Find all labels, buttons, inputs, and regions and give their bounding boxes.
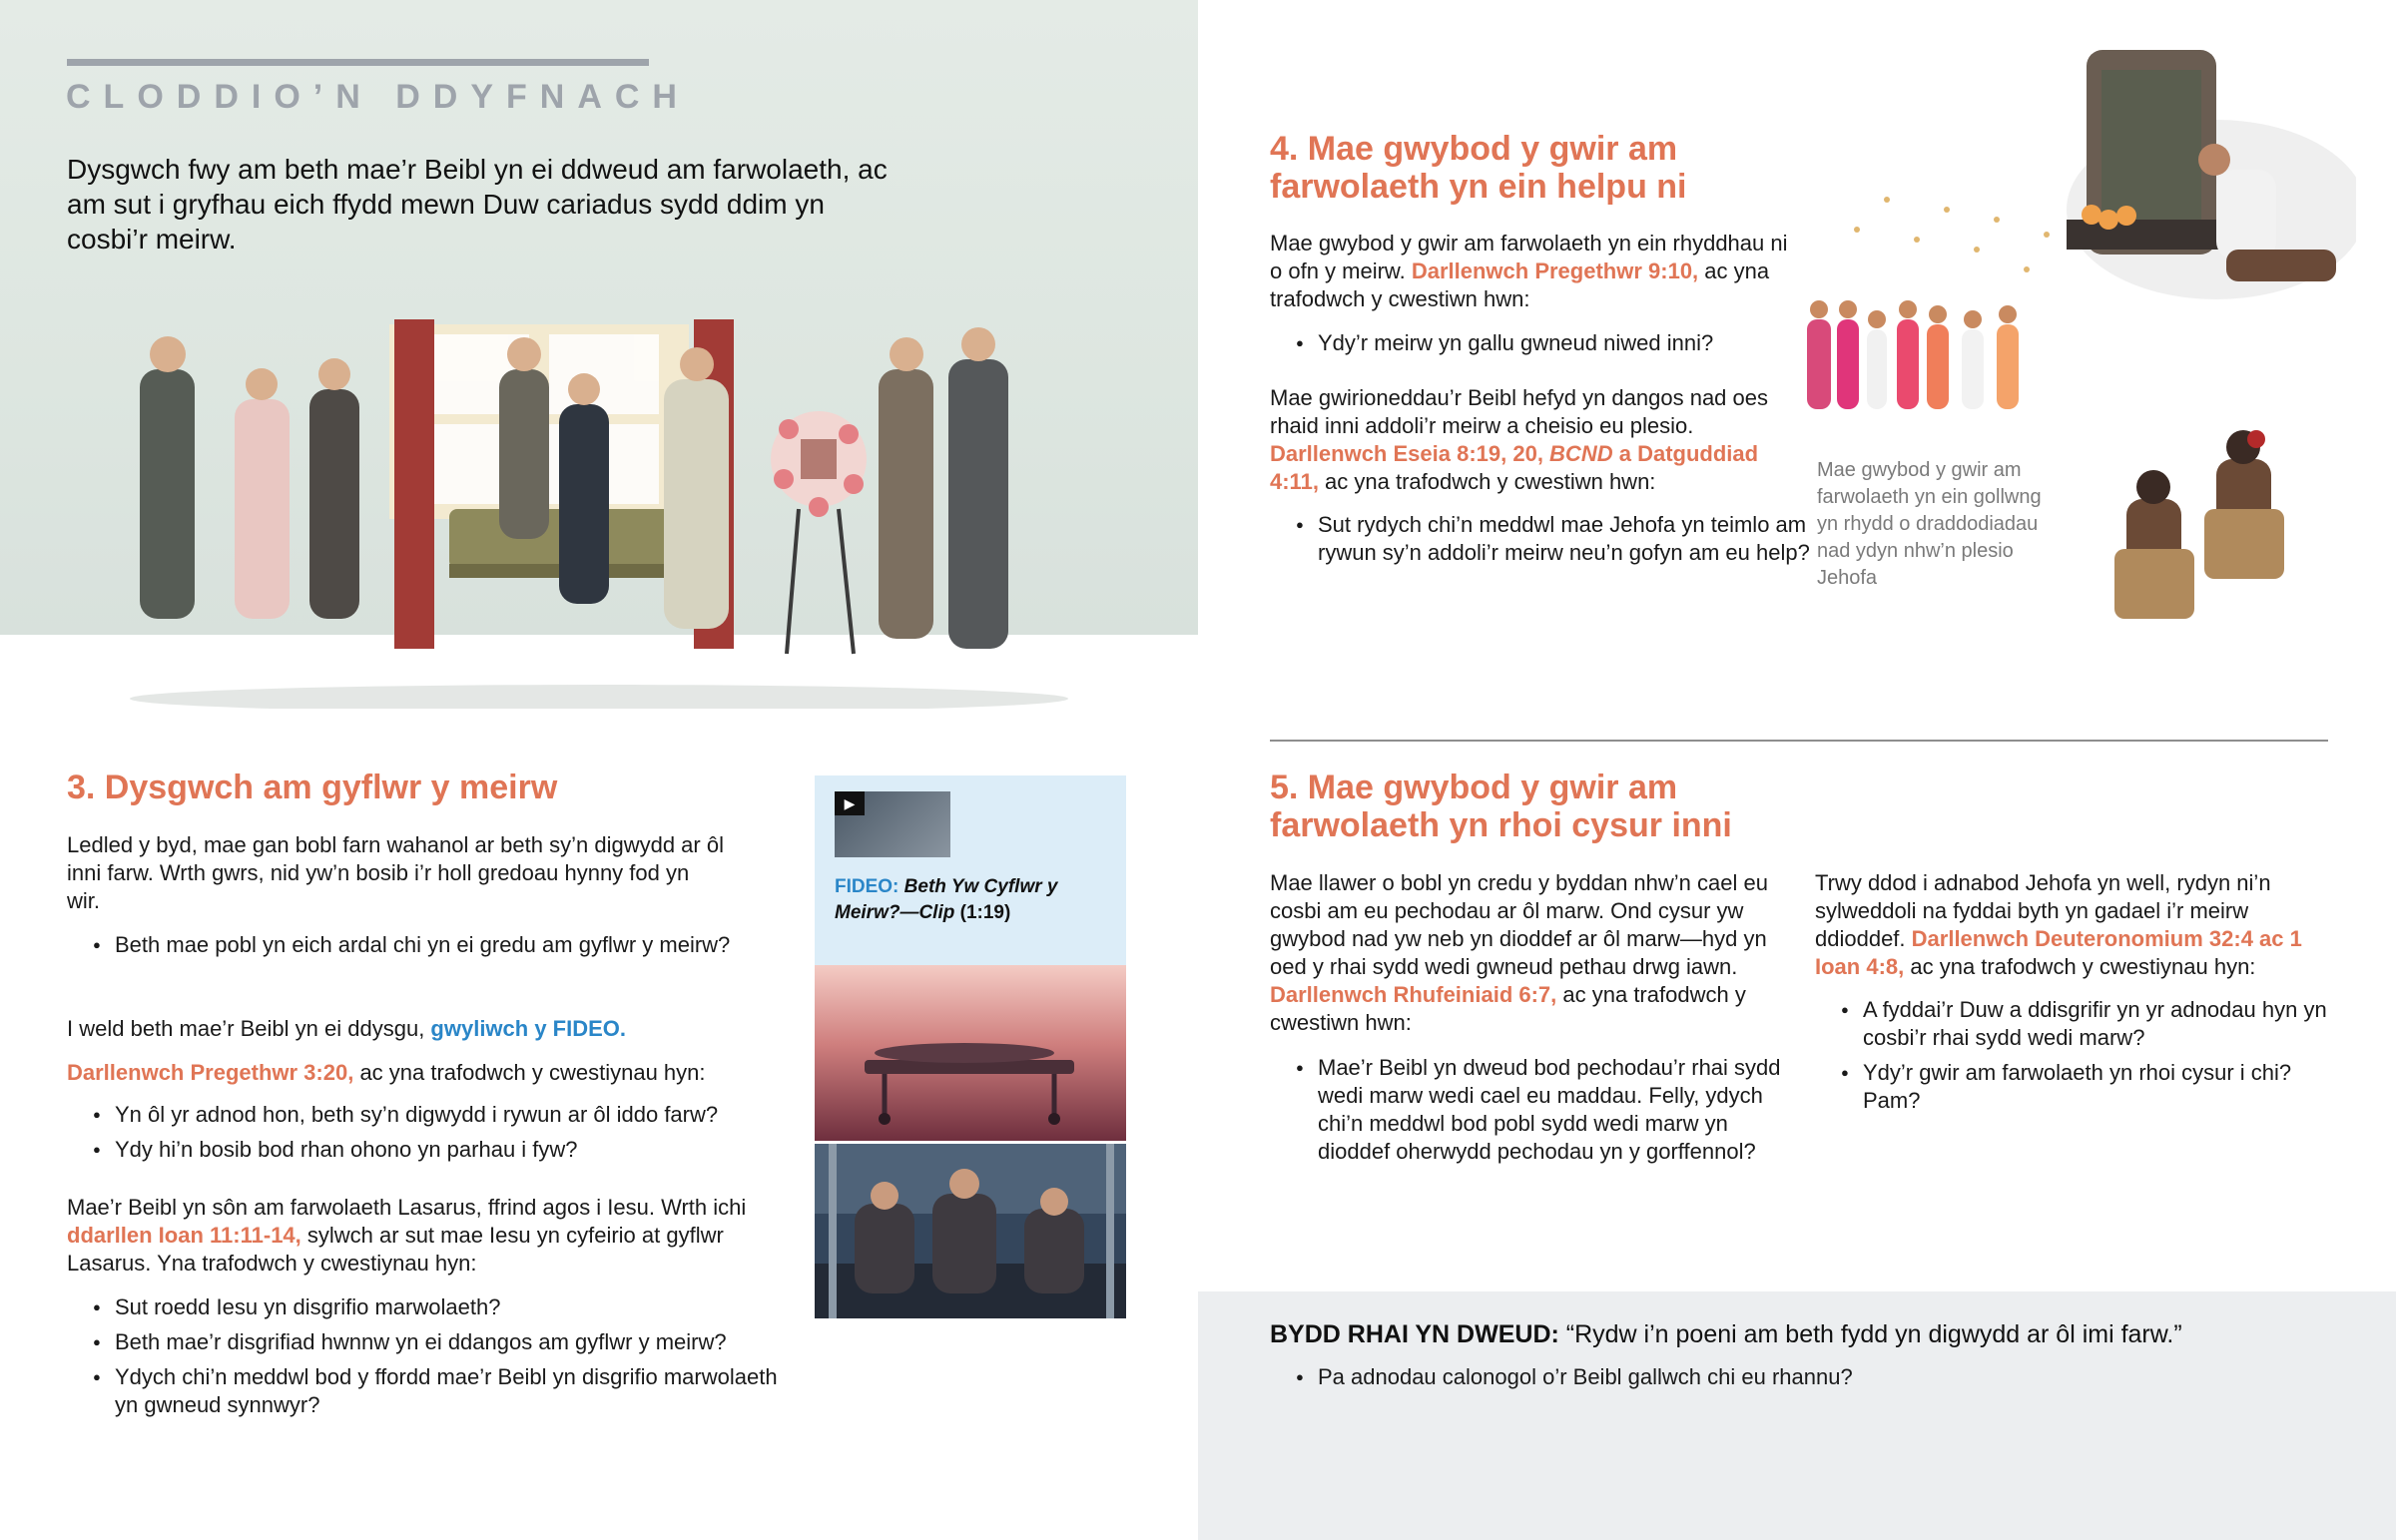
paragraph-text: I weld beth mae’r Beibl yn ei ddysgu, [67, 1016, 431, 1041]
section-4-paragraph-1 [1270, 230, 1789, 313]
list-item: ● Ydy hi’n bosib bod rhan ohono yn parhau i fyw? [67, 1136, 786, 1164]
kicker-rule [67, 59, 649, 66]
some-say-heading [1270, 1317, 2348, 1351]
paragraph-text: Mae’r Beibl yn sôn am farwolaeth Lasarus, ffrind agos i Iesu. Wrth ichi [67, 1195, 747, 1220]
list-item: ● A fyddai’r Duw a ddisgrifir yn yr adnodau hyn yn cosbi’r rhai sydd wedi marw? [1815, 996, 2334, 1052]
paragraph-text: ac yna trafodwch y cwestiwn hwn: [1270, 982, 1746, 1035]
list-item: ● Beth mae pobl yn eich ardal chi yn ei gredu am gyflwr y meirw? [67, 931, 746, 959]
section-3-title: 3. Dysgwch am gyflwr y meirw [67, 769, 558, 806]
paragraph-text: ac yna trafodwch y cwestiynau hyn: [353, 1060, 706, 1085]
section-4-paragraph-2 [1270, 384, 1789, 496]
section-3-questions-3 [67, 1293, 786, 1426]
funeral-illustration [120, 309, 1078, 709]
some-say-quote: “Rydw i’n poeni am beth fydd yn digwydd ar ôl imi farw.” [1558, 1320, 2182, 1348]
some-say-label: BYDD RHAI YN DWEUD: [1270, 1320, 1559, 1348]
paragraph-text: ac yna trafodwch y cwestiwn hwn: [1318, 469, 1656, 494]
kicker-heading: CLODDIO’N DDYFNACH [66, 78, 690, 116]
video-title: Beth Yw Cyflwr y Meirw?—Clip [835, 876, 1058, 923]
section-5-questions-2 [1815, 996, 2334, 1122]
bible-version-abbrev[interactable]: BCND [1549, 441, 1613, 466]
paragraph-text: Mae llawer o bobl yn credu y byddan nhw’n cael eu cosbi am eu pechodau ar ôl marw. Ond cysur yw gwybod nad yw neb yn dioddef ar ôl marw—hyd yn oed y rhai sydd wedi gwneud pethau drwg iawn. [1270, 870, 1768, 979]
paragraph-text: Trwy ddod i adnabod Jehofa yn well, rydyn ni’n sylweddoli na fyddai byth yn gadael i’r meirw ddioddef. [1815, 870, 2271, 951]
video-duration: (1:19) [959, 902, 1011, 923]
illustration-caption: Mae gwybod y gwir am farwolaeth yn ein gollwng yn rhydd o draddodiadau nad ydyn nhw’n plesio Jehofa [1817, 459, 2042, 589]
video-caption[interactable] [835, 874, 1104, 926]
scripture-reference-link[interactable]: a Datguddiad 4:11, [1270, 441, 1759, 494]
section-divider [1270, 740, 2328, 742]
some-say-questions [1270, 1363, 2268, 1398]
paragraph-text: Mae gwybod y gwir am farwolaeth yn ein rhyddhau ni o ofn y meirw. [1270, 231, 1788, 283]
scripture-reference-link[interactable]: Darllenwch Deuteronomium 32:4 ac 1 Ioan 4:8, [1815, 926, 2302, 979]
list-item: ● Sut rydych chi’n meddwl mae Jehofa yn teimlo am rywun sy’n addoli’r meirw neu’n gofyn am eu help? [1270, 511, 1829, 567]
section-4-questions-1 [1270, 329, 1829, 364]
section-5-paragraph-2 [1815, 869, 2334, 981]
list-item: ● Ydy’r gwir am farwolaeth yn rhoi cysur i chi? Pam? [1815, 1059, 2334, 1115]
section-3-paragraph-4 [67, 1194, 756, 1278]
section-5-questions-1 [1270, 1054, 1789, 1173]
section-3-paragraph-2 [67, 1015, 766, 1043]
scripture-reference-link[interactable]: ddarllen Ioan 11:11-14, [67, 1223, 301, 1248]
list-item: ● Pa adnodau calonogol o’r Beibl gallwch chi eu rhannu? [1270, 1363, 2268, 1391]
section-3-paragraph-1: Ledled y byd, mae gan bobl farn wahanol ar beth sy’n digwydd ar ôl inni farw. Wrth gwrs, nid yw’n bosib i’r holl gredoau hynny fod yn wir. [67, 832, 724, 913]
scripture-reference-link[interactable]: Darllenwch Pregethwr 3:20, [67, 1060, 354, 1085]
scripture-reference-link[interactable]: Darllenwch Eseia 8:19, 20, [1270, 441, 1550, 466]
video-label: FIDEO: [835, 876, 899, 897]
hospital-bed-image [815, 965, 1126, 1141]
section-4-questions-2 [1270, 511, 1829, 574]
play-icon[interactable]: ▶ [835, 791, 865, 815]
section-4-title: 4. Mae gwybod y gwir am farwolaeth yn ein helpu ni [1270, 130, 1687, 206]
paragraph-text: ac yna trafodwch y cwestiynau hyn: [1904, 954, 2256, 979]
paragraph-text: Mae gwirioneddau’r Beibl hefyd yn dangos nad oes rhaid inni addoli’r meirw a cheisio eu plesio. [1270, 385, 1768, 438]
section-5-title: 5. Mae gwybod y gwir am farwolaeth yn rhoi cysur inni [1270, 769, 1732, 844]
section-5-paragraph-1 [1270, 869, 1789, 1037]
paragraph-text: sylwch ar sut mae Iesu yn cyfeirio at gyflwr Lasarus. Yna trafodwch y cwestiynau hyn: [67, 1223, 724, 1276]
watch-video-link[interactable]: gwyliwch y FIDEO. [430, 1016, 627, 1041]
list-item: ● Mae’r Beibl yn dweud bod pechodau’r rhai sydd wedi marw wedi cael eu maddau. Felly, ydych chi’n meddwl bod pobl sydd wedi marw yn dioddef oherwydd pechodau yn y gorffennol? [1270, 1054, 1789, 1166]
list-item: ● Ydych chi’n meddwl bod y ffordd mae’r Beibl yn disgrifio marwolaeth yn gwneud synnwyr? [67, 1363, 786, 1419]
section-3-paragraph-3 [67, 1059, 786, 1087]
list-item: ● Beth mae’r disgrifiad hwnnw yn ei ddangos am gyflwr y meirw? [67, 1328, 786, 1356]
section-3-questions-2 [67, 1101, 786, 1171]
scripture-reference-link[interactable]: Darllenwch Pregethwr 9:10, [1411, 258, 1699, 283]
list-item: ● Ydy’r meirw yn gallu gwneud niwed inni? [1270, 329, 1829, 357]
section-3-questions-1 [67, 931, 746, 966]
list-item: ● Yn ôl yr adnod hon, beth sy’n digwydd i rywun ar ôl iddo farw? [67, 1101, 786, 1129]
scripture-reference-link[interactable]: Darllenwch Rhufeiniaid 6:7, [1270, 982, 1557, 1007]
paragraph-text: ac yna trafodwch y cwestiwn hwn: [1270, 258, 1770, 311]
intro-text: Dysgwch fwy am beth mae’r Beibl yn ei ddweud am farwolaeth, ac am sut i gryfhau eich ffydd mewn Duw cariadus sydd ddim yn cosbi’r meirw. [67, 154, 888, 255]
list-item: ● Sut roedd Iesu yn disgrifio marwolaeth? [67, 1293, 786, 1321]
train-passengers-image [815, 1144, 1126, 1318]
